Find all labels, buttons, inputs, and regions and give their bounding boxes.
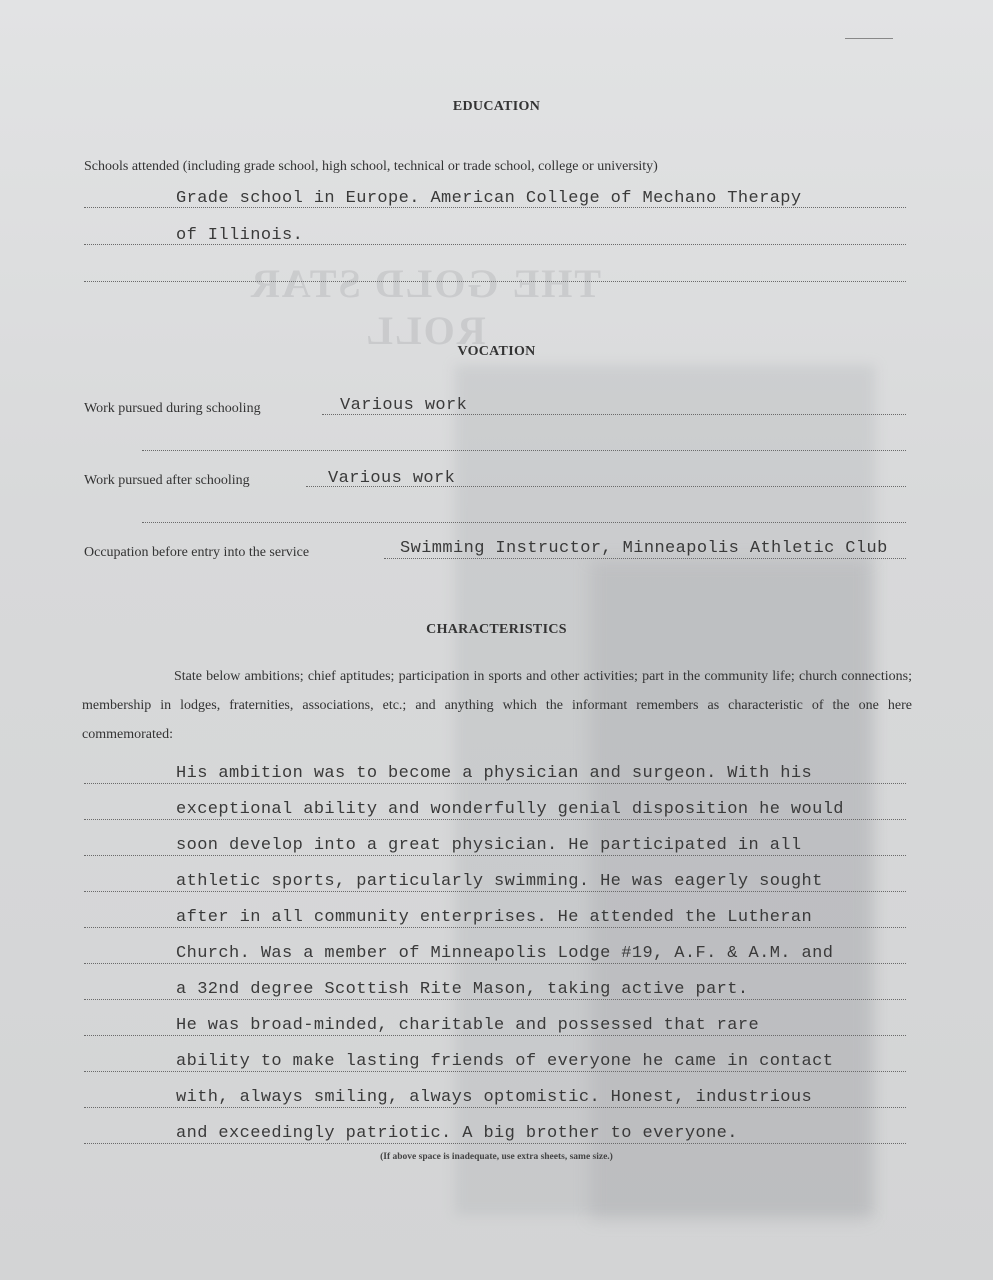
education-line-1: Grade school in Europe. American College of Mechano Therapy: [176, 189, 802, 208]
char-line-4-rule: [84, 891, 906, 892]
char-line-3: soon develop into a great physician. He participated in all: [176, 836, 802, 855]
characteristics-instructions: State below ambitions; chief aptitudes; participation in sports and other activities; part in the community life; church connections; membership in lodges, fraternities, associations, etc.; and anything which the informant remembers as characteristic of the one here commemorated:: [82, 669, 912, 742]
char-line-2: exceptional ability and wonderfully genial disposition he would: [176, 800, 844, 819]
char-line-7-rule: [84, 999, 906, 1000]
work-after-label: Work pursued after schooling: [84, 473, 250, 488]
char-line-8-rule: [84, 1035, 906, 1036]
char-line-4: athletic sports, particularly swimming. He was eagerly sought: [176, 872, 823, 891]
work-during-value: Various work: [340, 396, 468, 415]
characteristics-heading: CHARACTERISTICS: [426, 622, 567, 637]
occupation-value: Swimming Instructor, Minneapolis Athletic Club: [400, 539, 888, 558]
char-line-9-rule: [84, 1071, 906, 1072]
char-line-2-rule: [84, 819, 906, 820]
char-line-7: a 32nd degree Scottish Rite Mason, taking active part.: [176, 980, 749, 999]
char-line-8: He was broad-minded, charitable and possessed that rare: [176, 1016, 760, 1035]
bleed-through-text: THE GOLD STAR ROLL: [249, 261, 601, 353]
work-after-rule-2: [142, 522, 906, 523]
char-line-1: His ambition was to become a physician and surgeon. With his: [176, 764, 813, 783]
education-line-3-rule: [84, 281, 906, 282]
occupation-rule: [384, 558, 906, 559]
footnote: (If above space is inadequate, use extra sheets, same size.): [380, 1152, 613, 1162]
vocation-heading: VOCATION: [457, 344, 536, 359]
char-line-11-rule: [84, 1143, 906, 1144]
char-line-10: with, always smiling, always optomistic. Honest, industrious: [176, 1088, 813, 1107]
char-line-5-rule: [84, 927, 906, 928]
occupation-label: Occupation before entry into the service: [84, 545, 310, 560]
char-line-1-rule: [84, 783, 906, 784]
education-heading: EDUCATION: [452, 99, 541, 114]
char-line-5: after in all community enterprises. He attended the Lutheran: [176, 908, 813, 927]
work-after-value: Various work: [328, 469, 456, 488]
schools-attended-label: Schools attended (including grade school, high school, technical or trade school, college or university): [84, 159, 658, 174]
work-during-rule-2: [142, 450, 906, 451]
char-line-6: Church. Was a member of Minneapolis Lodge #19, A.F. & A.M. and: [176, 944, 834, 963]
char-line-3-rule: [84, 855, 906, 856]
char-line-6-rule: [84, 963, 906, 964]
char-line-11: and exceedingly patriotic. A big brother to everyone.: [176, 1124, 738, 1143]
char-line-10-rule: [84, 1107, 906, 1108]
education-line-2: of Illinois.: [176, 226, 304, 245]
char-line-9: ability to make lasting friends of everyone he came in contact: [176, 1052, 834, 1071]
work-during-label: Work pursued during schooling: [84, 401, 261, 416]
corner-mark: [845, 38, 893, 39]
